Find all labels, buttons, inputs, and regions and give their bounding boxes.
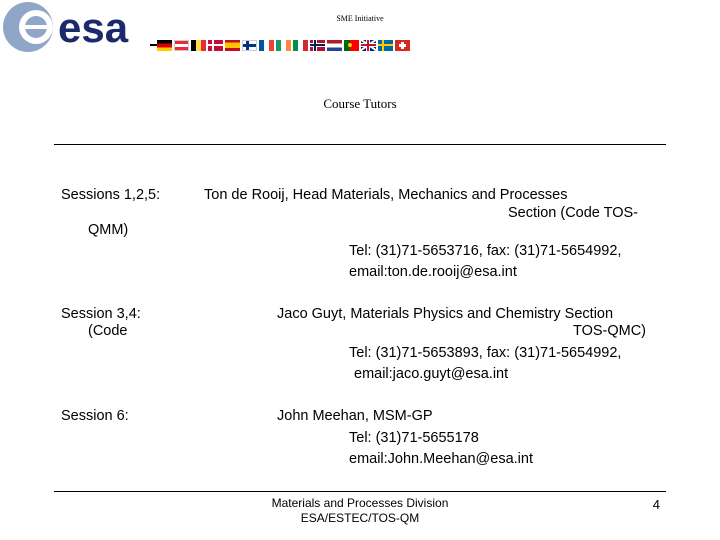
page-title: Course Tutors bbox=[323, 96, 397, 111]
session-label: Session 6: bbox=[61, 408, 129, 424]
session-label-continued: (Code bbox=[88, 323, 128, 339]
flag-norway-icon bbox=[310, 40, 325, 51]
title-divider bbox=[54, 144, 666, 145]
flag-italy-icon bbox=[293, 40, 308, 51]
flag-netherlands-icon bbox=[327, 40, 342, 51]
tutor-email: email:jaco.guyt@esa.int bbox=[354, 366, 509, 382]
flag-switzerland-icon bbox=[395, 40, 410, 51]
tutor-email: email:ton.de.rooij@esa.int bbox=[349, 264, 517, 280]
tutor-name: John Meehan, MSM-GP bbox=[277, 408, 433, 424]
session-label-continued: QMM) bbox=[88, 222, 129, 238]
flag-spain-icon bbox=[225, 40, 240, 51]
flag-portugal-icon bbox=[344, 40, 359, 51]
tutor-phone: Tel: (31)71-5653893, fax: (31)71-5654992, bbox=[349, 345, 622, 361]
page-number: 4 bbox=[652, 497, 660, 512]
footer-department: ESA/ESTEC/TOS-QM bbox=[300, 511, 420, 525]
footer-division: Materials and Processes Division bbox=[271, 496, 449, 510]
flag-ireland-icon bbox=[276, 40, 291, 51]
flag-sweden-icon bbox=[378, 40, 393, 51]
session-label: Sessions 1,2,5: bbox=[61, 187, 161, 203]
flag-finland-icon bbox=[242, 40, 257, 51]
tutor-name: Ton de Rooij, Head Materials, Mechanics and Processes bbox=[204, 187, 568, 203]
flag-denmark-icon bbox=[208, 40, 223, 51]
flag-germany-icon bbox=[157, 40, 172, 51]
footer-divider bbox=[54, 491, 666, 492]
tutor-email: email:John.Meehan@esa.int bbox=[349, 451, 533, 467]
flag-belgium-icon bbox=[191, 40, 206, 51]
flag-uk-icon bbox=[361, 40, 376, 51]
tutor-name-continued: Section (Code TOS- bbox=[507, 205, 638, 221]
initiative-label: SME Initiative bbox=[336, 14, 384, 23]
tutor-name-continued: TOS-QMC) bbox=[572, 323, 646, 339]
session-label: Session 3,4: bbox=[61, 306, 141, 322]
member-state-flags bbox=[157, 40, 410, 51]
logo-text: esa bbox=[58, 4, 129, 51]
esa-logo bbox=[0, 0, 160, 56]
tutor-phone: Tel: (31)71-5655178 bbox=[349, 430, 479, 446]
flag-austria-icon bbox=[174, 40, 189, 51]
tutor-phone: Tel: (31)71-5653716, fax: (31)71-5654992, bbox=[349, 243, 622, 259]
flag-france-icon bbox=[259, 40, 274, 51]
tutor-name: Jaco Guyt, Materials Physics and Chemistry Section bbox=[277, 306, 614, 322]
